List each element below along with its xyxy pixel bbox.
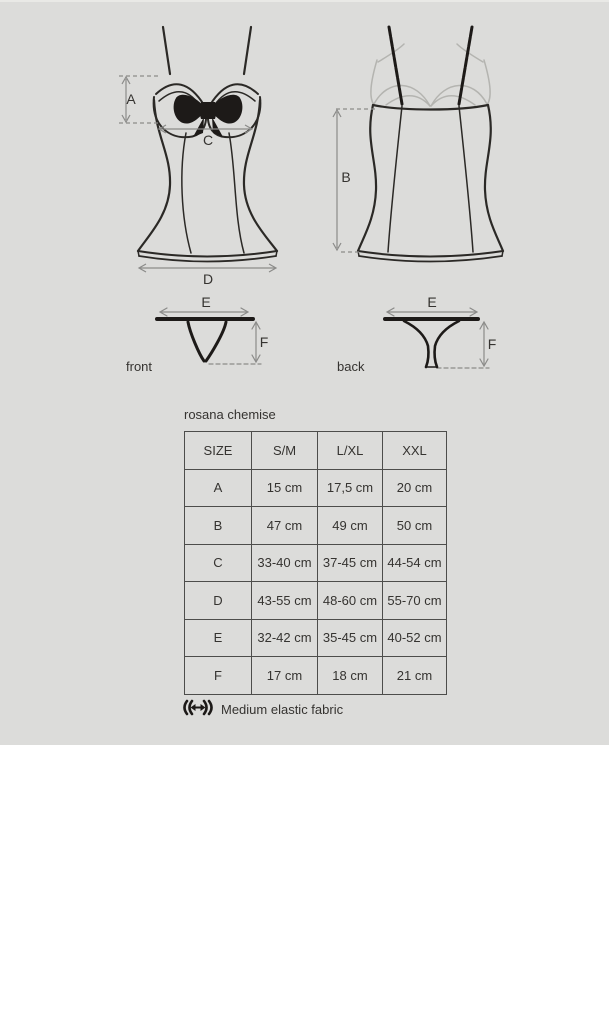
size-value: 17,5 cm	[318, 469, 383, 507]
row-label: F	[185, 657, 252, 695]
size-value: 18 cm	[318, 657, 383, 695]
row-label: A	[185, 469, 252, 507]
column-header-lxl: L/XL	[318, 432, 383, 470]
size-value: 55-70 cm	[383, 582, 447, 620]
size-value: 35-45 cm	[318, 619, 383, 657]
bow-icon	[174, 95, 243, 137]
size-value: 44-54 cm	[383, 544, 447, 582]
size-value: 32-42 cm	[252, 619, 318, 657]
row-label: E	[185, 619, 252, 657]
dimension-label-d: D	[202, 271, 214, 287]
row-label: C	[185, 544, 252, 582]
row-label: D	[185, 582, 252, 620]
size-value: 21 cm	[383, 657, 447, 695]
size-value: 49 cm	[318, 507, 383, 545]
size-value: 20 cm	[383, 469, 447, 507]
elastic-stretch-icon	[181, 699, 215, 716]
dimension-label-f-back: F	[487, 336, 497, 352]
thong-back-drawing	[385, 308, 489, 368]
size-value: 40-52 cm	[383, 619, 447, 657]
dimension-label-a: A	[126, 91, 136, 107]
size-value: 50 cm	[383, 507, 447, 545]
dimension-label-e-back: E	[427, 294, 437, 310]
size-value: 33-40 cm	[252, 544, 318, 582]
size-value: 48-60 cm	[318, 582, 383, 620]
dimension-label-e-front: E	[201, 294, 211, 310]
strap-line	[244, 27, 251, 74]
size-value: 43-55 cm	[252, 582, 318, 620]
size-chart-table	[184, 431, 447, 695]
dimension-label-f-front: F	[259, 334, 269, 350]
fabric-note-text: Medium elastic fabric	[221, 702, 344, 717]
size-value: 17 cm	[252, 657, 318, 695]
column-header-size: SIZE	[185, 432, 252, 470]
row-label: B	[185, 507, 252, 545]
chemise-back-drawing	[358, 27, 503, 262]
size-chart-title: rosana chemise	[184, 407, 276, 422]
table-row	[185, 544, 447, 582]
strap-line	[459, 27, 472, 104]
back-view-caption: back	[337, 359, 365, 374]
dimension-label-b: B	[341, 169, 351, 185]
table-row	[185, 657, 447, 695]
dimension-label-c: C	[202, 132, 214, 148]
table-row	[185, 507, 447, 545]
strap-line	[163, 27, 170, 74]
ghost-cup-lines	[371, 44, 490, 106]
column-header-sm: S/M	[252, 432, 318, 470]
table-row	[185, 469, 447, 507]
column-header-xxl: XXL	[383, 432, 447, 470]
table-row	[185, 619, 447, 657]
table-header-row	[185, 432, 447, 470]
table-row	[185, 582, 447, 620]
front-view-caption: front	[126, 359, 153, 374]
size-value: 15 cm	[252, 469, 318, 507]
strap-line	[389, 27, 402, 104]
thong-front-drawing	[157, 308, 261, 364]
size-value: 47 cm	[252, 507, 318, 545]
size-value: 37-45 cm	[318, 544, 383, 582]
